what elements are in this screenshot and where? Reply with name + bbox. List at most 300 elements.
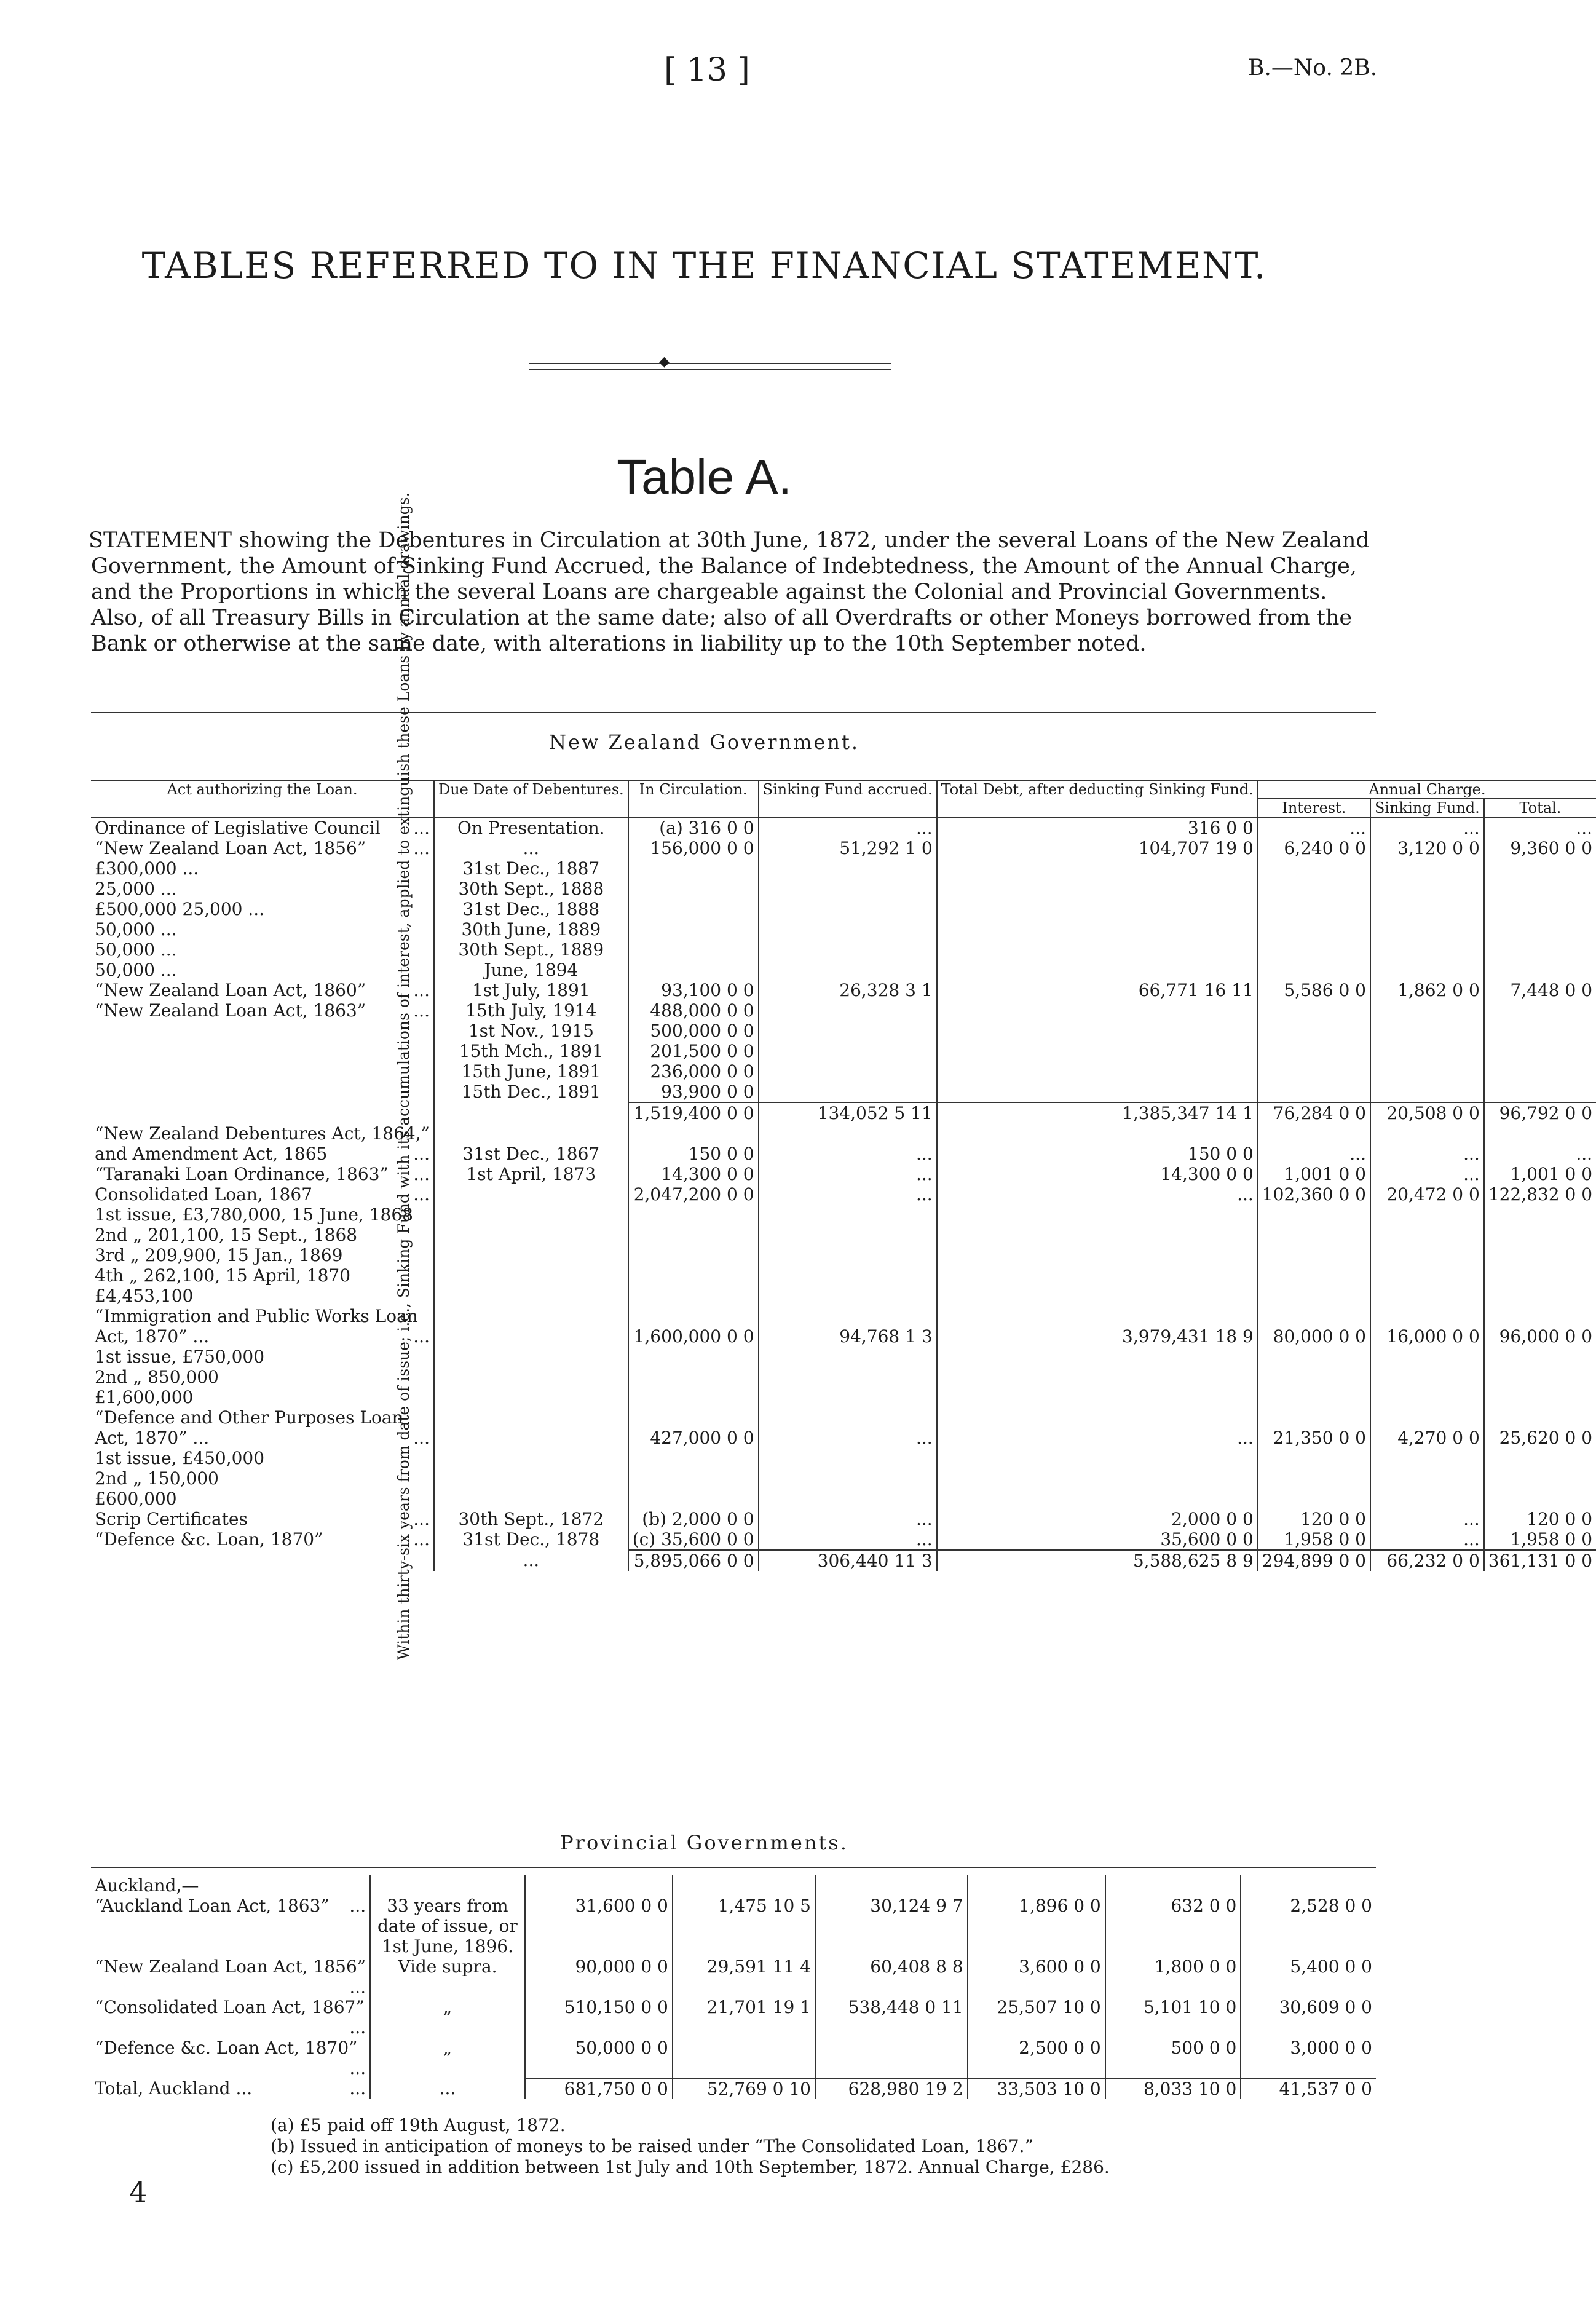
- provincial-table-body: [91, 1875, 1376, 2099]
- cell-sink: [759, 1041, 937, 1061]
- cell-circ: 681,750 0 0: [525, 2078, 673, 2099]
- cell-act: 2nd „ 150,000: [91, 1468, 434, 1489]
- nz-government-table: [91, 780, 1596, 1571]
- cell-tot: [1484, 1265, 1596, 1286]
- cell-due: [434, 1448, 628, 1468]
- cell-circ: [628, 1265, 759, 1286]
- cell-due: 31st Dec., 1878: [434, 1529, 628, 1550]
- cell-act: [91, 1936, 370, 1956]
- cell-sink: ...: [759, 1164, 937, 1184]
- cell-sink: [673, 1936, 815, 1956]
- table-row: [91, 1061, 1596, 1082]
- cell-act: [91, 1000, 434, 1021]
- cell-due: On Presentation.: [434, 817, 628, 838]
- cell-sink: ...: [759, 1509, 937, 1529]
- cell-total: 628,980 19 2: [815, 2078, 968, 2099]
- main-title: TABLES REFERRED TO IN THE FINANCIAL STATEMENT.: [141, 245, 1267, 287]
- cell-tot: [1484, 879, 1596, 899]
- col-annual-charge: Annual Charge.: [1258, 780, 1596, 799]
- cell-tot: 7,448 0 0: [1510, 980, 1593, 1000]
- table-row: [91, 1407, 1596, 1428]
- cell-sf: 20,508 0 0: [1370, 1102, 1484, 1123]
- cell-total: [937, 1245, 1258, 1265]
- cell-total: 150 0 0: [937, 1144, 1258, 1164]
- cell-act: “Immigration and Public Works Loan: [91, 1306, 434, 1326]
- cell-sink: [673, 2038, 815, 2078]
- table-row: [91, 899, 1596, 919]
- cell-sink: 51,292 1 0: [759, 838, 937, 858]
- cell-sink: 26,328 3 1: [759, 980, 937, 1000]
- cell-int: 6,240 0 0: [1258, 838, 1370, 858]
- cell-sf: 4,270 0 0: [1370, 1428, 1484, 1448]
- cell-int: [1258, 1407, 1370, 1428]
- cell-sf: 5,101 10 0: [1105, 1997, 1241, 2038]
- provincial-divider: [91, 1867, 1376, 1868]
- table-row: [91, 919, 1596, 939]
- table-row: [91, 1367, 1596, 1387]
- act-label: “New Zealand Loan Act, 1860”: [95, 980, 366, 1000]
- table-row: [91, 980, 1596, 1000]
- cell-due: 31st Dec., 1887: [434, 858, 628, 879]
- cell-sf: [1370, 1347, 1484, 1367]
- cell-tot: [1484, 1000, 1596, 1021]
- act-label: “Defence &c. Loan, 1870”: [95, 1529, 323, 1549]
- cell-tot: [1484, 939, 1596, 960]
- cell-due: 15th June, 1891: [434, 1061, 628, 1082]
- cell-int: [1258, 1265, 1370, 1286]
- cell-sf: [1370, 1225, 1484, 1245]
- cell-sink: [673, 1916, 815, 1936]
- leader-dots: ...: [413, 980, 430, 1000]
- cell-sf: [1370, 1367, 1484, 1387]
- cell-sf: [1370, 1489, 1484, 1509]
- cell-circ: 2,047,200 0 0: [628, 1184, 759, 1204]
- cell-int: [1258, 1347, 1370, 1367]
- cell-act: [91, 1509, 434, 1529]
- cell-circ: 14,300 0 0: [628, 1164, 759, 1184]
- cell-tot: 30,609 0 0: [1279, 1997, 1372, 2017]
- table-title: Table A.: [617, 449, 792, 504]
- cell-sink: ...: [759, 1184, 937, 1204]
- cell-sink: ...: [759, 1529, 937, 1550]
- cell-tot: [1241, 1936, 1376, 1956]
- cell-act: [91, 1061, 434, 1082]
- cell-tot: [1484, 1286, 1596, 1306]
- nz-header-row: [91, 780, 1596, 799]
- cell-total: [937, 1041, 1258, 1061]
- cell-total: [937, 1468, 1258, 1489]
- cell-sf: [1370, 879, 1484, 899]
- act-label: Total, Auckland ...: [95, 2078, 253, 2098]
- cell-int: [1258, 1448, 1370, 1468]
- cell-sf: [1370, 1000, 1484, 1021]
- act-label: “Auckland Loan Act, 1863”: [95, 1896, 330, 1916]
- cell-int: 102,360 0 0: [1258, 1184, 1370, 1204]
- cell-total: 3,979,431 18 9: [937, 1326, 1258, 1347]
- cell-int: [1258, 899, 1370, 919]
- cell-act: [91, 838, 434, 858]
- cell-sink: 134,052 5 11: [759, 1102, 937, 1123]
- cell-circ: 93,100 0 0: [628, 980, 759, 1000]
- cell-due: [434, 1306, 628, 1326]
- cell-circ: [628, 1306, 759, 1326]
- cell-tot: [1484, 919, 1596, 939]
- cell-act: [91, 2078, 370, 2099]
- cell-total: 66,771 16 11: [937, 980, 1258, 1000]
- cell-sink: [759, 1061, 937, 1082]
- leader-dots: ...: [349, 2078, 366, 2098]
- cell-act: [91, 1550, 434, 1571]
- cell-total: [937, 1286, 1258, 1306]
- cell-int: 3,600 0 0: [968, 1956, 1105, 1997]
- nz-government-heading: New Zealand Government.: [549, 730, 859, 754]
- act-label: “New Zealand Loan Act, 1856”: [95, 838, 366, 858]
- table-row: [91, 1123, 1596, 1144]
- cell-due: 15th Dec., 1891: [434, 1082, 628, 1102]
- cell-int: [1258, 1387, 1370, 1407]
- section-divider: [91, 712, 1376, 713]
- cell-circ: [628, 879, 759, 899]
- cell-tot: [1484, 1021, 1596, 1041]
- col-circulation: In Circulation.: [628, 780, 759, 817]
- cell-total: [937, 1407, 1258, 1428]
- cell-act: 4th „ 262,100, 15 April, 1870: [91, 1265, 434, 1286]
- cell-tot: [1484, 960, 1596, 980]
- cell-sink: [759, 1407, 937, 1428]
- cell-circ: [628, 1347, 759, 1367]
- cell-act: 50,000 ...: [91, 960, 434, 980]
- leader-dots: ...: [413, 1529, 430, 1549]
- cell-total: [937, 1204, 1258, 1225]
- cell-sf: 632 0 0: [1105, 1896, 1241, 1916]
- cell-tot: [1484, 1468, 1596, 1489]
- cell-sink: [759, 960, 937, 980]
- leader-dots: ...: [413, 1184, 430, 1204]
- cell-sf: [1370, 1407, 1484, 1428]
- cell-circ: 5,895,066 0 0: [628, 1550, 759, 1571]
- cell-total: 1,385,347 14 1: [937, 1102, 1258, 1123]
- cell-tot: 1,958 0 0: [1510, 1529, 1593, 1549]
- cell-act: 1st issue, £3,780,000, 15 June, 1868: [91, 1204, 434, 1225]
- table-row: [91, 1529, 1596, 1550]
- cell-sink: [759, 1306, 937, 1326]
- cell-tot: [1484, 1489, 1596, 1509]
- col-total: Total.: [1484, 799, 1596, 817]
- cell-total: [937, 960, 1258, 980]
- table-row: [91, 1936, 1376, 1956]
- table-row: [91, 1082, 1596, 1102]
- cell-tot: [1484, 899, 1596, 919]
- cell-tot: [1484, 1407, 1596, 1428]
- cell-sf: [1370, 1204, 1484, 1225]
- cell-sink: [759, 1225, 937, 1245]
- leader-dots: ...: [413, 1144, 430, 1164]
- cell-due: date of issue, or: [370, 1916, 525, 1936]
- cell-circ: (a) 316 0 0: [628, 817, 759, 838]
- cell-act: 2nd „ 201,100, 15 Sept., 1868: [91, 1225, 434, 1245]
- act-label: Scrip Certificates: [95, 1509, 248, 1529]
- cell-due: [434, 1387, 628, 1407]
- cell-act: £4,453,100: [91, 1286, 434, 1306]
- cell-due: Vide supra.: [370, 1956, 525, 1997]
- provincial-heading: Provincial Governments.: [560, 1831, 848, 1854]
- cell-total: 316 0 0: [937, 817, 1258, 838]
- cell-sf: [1370, 1265, 1484, 1286]
- cell-act: [91, 1956, 370, 1997]
- cell-tot: 3,000 0 0: [1290, 2038, 1372, 2058]
- cell-due: 1st April, 1873: [434, 1164, 628, 1184]
- cell-sink: [759, 1468, 937, 1489]
- cell-tot: 96,792 0 0: [1484, 1102, 1596, 1123]
- cell-sf: [1370, 1041, 1484, 1061]
- cell-total: [937, 1082, 1258, 1102]
- cell-sf: [1370, 1245, 1484, 1265]
- act-label: Act, 1870” ...: [95, 1326, 210, 1347]
- act-label: Consolidated Loan, 1867: [95, 1184, 312, 1204]
- cell-int: [1258, 1082, 1370, 1102]
- cell-total: [937, 1448, 1258, 1468]
- cell-total: [937, 1347, 1258, 1367]
- cell-total: [815, 1916, 968, 1936]
- cell-int: 5,586 0 0: [1258, 980, 1370, 1000]
- cell-sink: ...: [759, 1144, 937, 1164]
- cell-int: [1258, 1367, 1370, 1387]
- cell-sf: [1105, 1936, 1241, 1956]
- cell-int: 294,899 0 0: [1258, 1550, 1370, 1571]
- cell-act: £1,600,000: [91, 1387, 434, 1407]
- cell-int: [1258, 1225, 1370, 1245]
- table-row: [91, 1306, 1596, 1326]
- cell-int: [1258, 1123, 1370, 1144]
- cell-total: [937, 1367, 1258, 1387]
- act-label: Ordinance of Legislative Council: [95, 818, 381, 838]
- cell-int: [1258, 1021, 1370, 1041]
- cell-sf: [1370, 858, 1484, 879]
- cell-tot: [1484, 1306, 1596, 1326]
- cell-due: 30th June, 1889: [434, 919, 628, 939]
- col-due: Due Date of Debentures.: [434, 780, 628, 817]
- cell-sf: [1370, 919, 1484, 939]
- cell-sink: [759, 1489, 937, 1509]
- region-label: Auckland,—: [91, 1875, 370, 1896]
- cell-total: [937, 1123, 1258, 1144]
- cell-sf: ...: [1370, 1144, 1484, 1164]
- cell-due: „: [370, 1997, 525, 2038]
- table-row: [91, 1489, 1596, 1509]
- cell-due: [434, 1184, 628, 1204]
- cell-circ: 1,600,000 0 0: [628, 1326, 759, 1347]
- cell-int: 33,503 10 0: [968, 2078, 1105, 2099]
- col-sinking-accrued: Sinking Fund accrued.: [759, 780, 937, 817]
- table-row: [91, 1225, 1596, 1245]
- cell-act: [91, 1184, 434, 1204]
- leader-dots: ...: [413, 818, 430, 838]
- table-row: [91, 1164, 1596, 1184]
- cell-tot: 5,400 0 0: [1290, 1956, 1372, 1977]
- cell-act: [91, 1997, 370, 2038]
- cell-due: [434, 1407, 628, 1428]
- cell-total: 2,000 0 0: [937, 1509, 1258, 1529]
- cell-sf: [1370, 899, 1484, 919]
- cell-sink: [759, 1021, 937, 1041]
- cell-due: 30th Sept., 1888: [434, 879, 628, 899]
- cell-sink: 29,591 11 4: [673, 1956, 815, 1997]
- table-row: [91, 1428, 1596, 1448]
- cell-sink: [759, 858, 937, 879]
- cell-circ: [628, 939, 759, 960]
- table-row: [91, 1916, 1376, 1936]
- cell-int: 21,350 0 0: [1258, 1428, 1370, 1448]
- cell-circ: 201,500 0 0: [628, 1041, 759, 1061]
- cell-sf: 20,472 0 0: [1370, 1184, 1484, 1204]
- cell-act: [91, 1428, 434, 1448]
- cell-int: [1258, 1204, 1370, 1225]
- table-row: [91, 1204, 1596, 1225]
- cell-sf: [1105, 1916, 1241, 1936]
- table-row: [91, 1509, 1596, 1529]
- leader-dots: ...: [413, 1164, 430, 1184]
- cell-sf: [1370, 1468, 1484, 1489]
- cell-act: “Defence and Other Purposes Loan: [91, 1407, 434, 1428]
- cell-due: 33 years from: [370, 1896, 525, 1916]
- table-row: [91, 1326, 1596, 1347]
- act-label: “Taranaki Loan Ordinance, 1863”: [95, 1164, 389, 1184]
- cell-sink: ...: [759, 817, 937, 838]
- cell-tot: 122,832 0 0: [1488, 1184, 1593, 1204]
- cell-due: June, 1894: [434, 960, 628, 980]
- table-row: [91, 1245, 1596, 1265]
- cell-int: [1258, 1000, 1370, 1021]
- table-row: [91, 1286, 1596, 1306]
- cell-circ: [628, 858, 759, 879]
- cell-sink: [759, 939, 937, 960]
- col-act: Act authorizing the Loan.: [91, 780, 434, 817]
- cell-act: 2nd „ 850,000: [91, 1367, 434, 1387]
- cell-due: 30th Sept., 1872: [434, 1509, 628, 1529]
- cell-due: [434, 1286, 628, 1306]
- act-label: “Defence &c. Loan Act, 1870”: [95, 2038, 358, 2058]
- cell-tot: [1484, 1041, 1596, 1061]
- cell-total: [937, 1021, 1258, 1041]
- cell-sink: 21,701 19 1: [673, 1997, 815, 2038]
- nz-table-body: [91, 817, 1596, 1571]
- cell-circ: [628, 1407, 759, 1428]
- cell-circ: 1,519,400 0 0: [628, 1102, 759, 1123]
- cell-sf: [1370, 1306, 1484, 1326]
- cell-total: 30,124 9 7: [815, 1896, 968, 1916]
- cell-sf: [1370, 1387, 1484, 1407]
- cell-int: [1258, 879, 1370, 899]
- cell-int: [1258, 1468, 1370, 1489]
- cell-circ: [628, 1225, 759, 1245]
- page-number: [ 13 ]: [664, 52, 750, 89]
- cell-sink: ...: [759, 1428, 937, 1448]
- cell-tot: [1484, 1204, 1596, 1225]
- cell-int: [1258, 1306, 1370, 1326]
- cell-due: 1st July, 1891: [434, 980, 628, 1000]
- cell-circ: 236,000 0 0: [628, 1061, 759, 1082]
- cell-act: 25,000 ...: [91, 879, 434, 899]
- table-row: [91, 1184, 1596, 1204]
- cell-sf: 66,232 0 0: [1370, 1550, 1484, 1571]
- leader-dots: ...: [413, 838, 430, 858]
- cell-int: [1258, 1041, 1370, 1061]
- cell-sink: [759, 1204, 937, 1225]
- cell-sf: ...: [1370, 1509, 1484, 1529]
- cell-sink: 1,475 10 5: [673, 1896, 815, 1916]
- cell-int: 2,500 0 0: [968, 2038, 1105, 2078]
- cell-act: [91, 817, 434, 838]
- provincial-table: [91, 1875, 1376, 2099]
- cell-sf: ...: [1370, 1164, 1484, 1184]
- cell-int: [968, 1916, 1105, 1936]
- cell-total: 5,588,625 8 9: [937, 1550, 1258, 1571]
- cell-circ: [525, 1916, 673, 1936]
- cell-int: [968, 1936, 1105, 1956]
- cell-act: [91, 2038, 370, 2078]
- cell-act: 50,000 ...: [91, 919, 434, 939]
- cell-act: £500,000 25,000 ...: [91, 899, 434, 919]
- cell-sf: [1370, 1123, 1484, 1144]
- act-label: “New Zealand Loan Act, 1856”: [95, 1956, 366, 1977]
- cell-sink: 306,440 11 3: [759, 1550, 937, 1571]
- cell-circ: [628, 960, 759, 980]
- cell-int: 1,001 0 0: [1258, 1164, 1370, 1184]
- cell-circ: [628, 1204, 759, 1225]
- cell-circ: 93,900 0 0: [628, 1082, 759, 1102]
- cell-act: “New Zealand Debentures Act, 1864,”: [91, 1123, 434, 1144]
- cell-circ: 31,600 0 0: [525, 1896, 673, 1916]
- cell-act: 1st issue, £450,000: [91, 1448, 434, 1468]
- footnote-c: (c) £5,200 issued in addition between 1st July and 10th September, 1872. Annual Charge, £286.: [271, 2157, 1110, 2177]
- table-row: [91, 1000, 1596, 1021]
- cell-act: 3rd „ 209,900, 15 Jan., 1869: [91, 1245, 434, 1265]
- cell-sink: [759, 1265, 937, 1286]
- cell-tot: 1,001 0 0: [1510, 1164, 1593, 1184]
- cell-circ: [628, 1468, 759, 1489]
- footnote-b: (b) Issued in anticipation of moneys to be raised under “The Consolidated Loan, 1867.”: [271, 2136, 1033, 2156]
- cell-circ: [628, 1286, 759, 1306]
- cell-tot: [1484, 1123, 1596, 1144]
- cell-due: [434, 1225, 628, 1245]
- table-row: [91, 960, 1596, 980]
- cell-int: 120 0 0: [1258, 1509, 1370, 1529]
- cell-sink: [759, 1000, 937, 1021]
- cell-int: 1,958 0 0: [1258, 1529, 1370, 1550]
- cell-due: ...: [370, 2078, 525, 2099]
- cell-total: [937, 1265, 1258, 1286]
- cell-due: [434, 1489, 628, 1509]
- cell-circ: [628, 1448, 759, 1468]
- cell-tot: [1484, 1347, 1596, 1367]
- cell-tot: [1484, 1061, 1596, 1082]
- cell-due: [434, 1102, 628, 1123]
- table-row: [91, 1144, 1596, 1164]
- act-label: and Amendment Act, 1865: [95, 1144, 328, 1164]
- cell-sink: [759, 1245, 937, 1265]
- cell-act: [91, 1144, 434, 1164]
- cell-tot: 96,000 0 0: [1499, 1326, 1593, 1347]
- cell-sink: 94,768 1 3: [759, 1326, 937, 1347]
- cell-sink: [759, 1367, 937, 1387]
- cell-total: [937, 1000, 1258, 1021]
- cell-circ: 427,000 0 0: [628, 1428, 759, 1448]
- col-sinking-fund: Sinking Fund.: [1370, 799, 1484, 817]
- cell-tot: [1484, 858, 1596, 879]
- cell-tot: 2,528 0 0: [1290, 1896, 1372, 1916]
- col-interest: Interest.: [1258, 799, 1370, 817]
- cell-sink: [759, 899, 937, 919]
